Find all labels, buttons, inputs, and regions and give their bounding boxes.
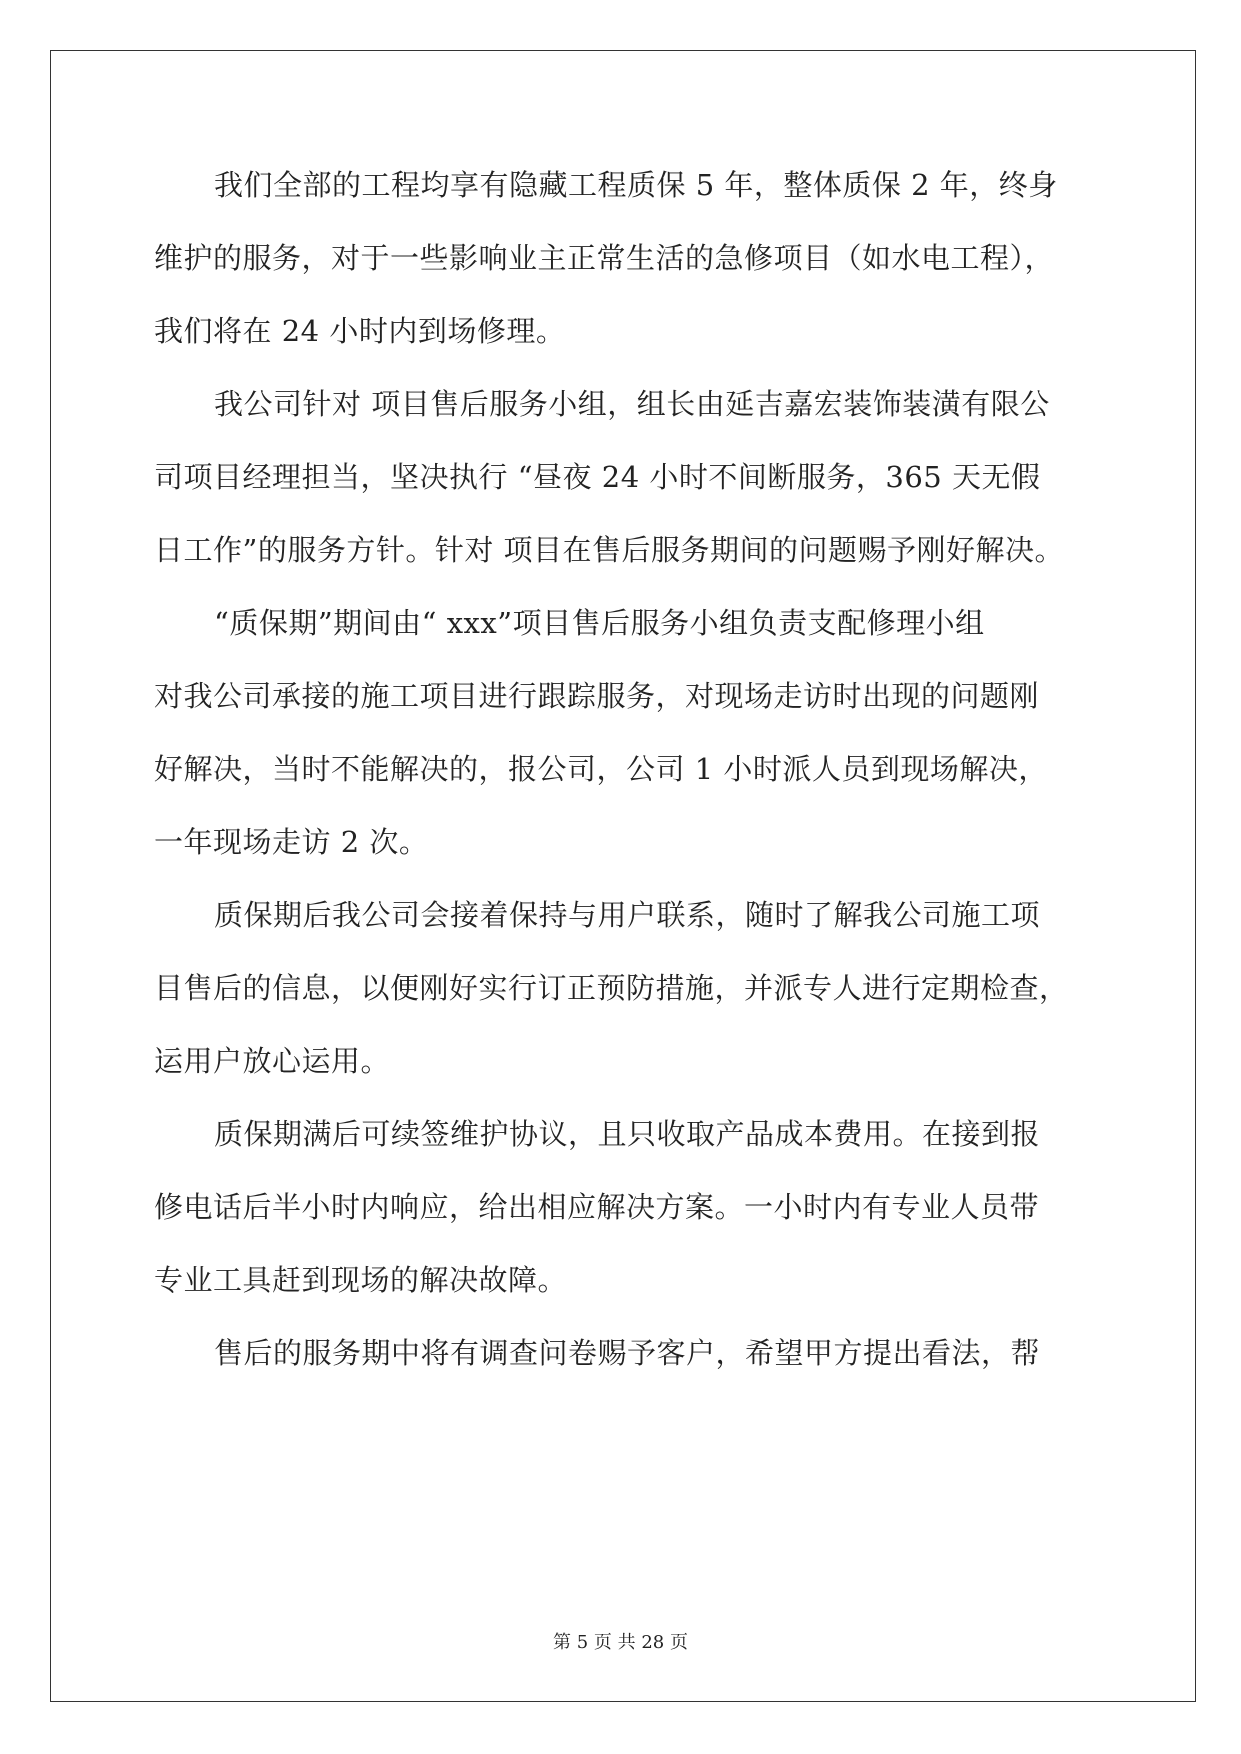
paragraph-3-line-1: “质保期”期间由“ xxx”项目售后服务小组负责支配修理小组 xyxy=(214,606,985,640)
paragraph-1-line-2: 维护的服务，对于一些影响业主正常生活的急修项目（如水电工程）， xyxy=(154,241,1055,275)
paragraph-3-line-2: 对我公司承接的施工项目进行跟踪服务，对现场走访时出现的问题刚 xyxy=(154,679,1040,713)
paragraph-5-line-3: 专业工具赶到现场的解决故障。 xyxy=(154,1263,568,1297)
page-border xyxy=(50,50,1196,1702)
paragraph-6-line-1: 售后的服务期中将有调查问卷赐予客户，希望甲方提出看法，帮 xyxy=(214,1336,1041,1370)
paragraph-1-line-1: 我们全部的工程均享有隐藏工程质保 5 年，整体质保 2 年，终身 xyxy=(214,168,1058,202)
paragraph-3-line-4: 一年现场走访 2 次。 xyxy=(154,825,429,859)
paragraph-5-line-1: 质保期满后可续签维护协议，且只收取产品成本费用。在接到报 xyxy=(214,1117,1041,1151)
paragraph-4-line-2: 目售后的信息，以便刚好实行订正预防措施，并派专人进行定期检查， xyxy=(154,971,1069,1005)
paragraph-2-line-1: 我公司针对 项目售后服务小组，组长由延吉嘉宏装饰装潢有限公 xyxy=(214,387,1050,421)
page-footer: 第 5 页 共 28 页 xyxy=(553,1632,688,1653)
paragraph-3-line-3: 好解决，当时不能解决的，报公司，公司 1 小时派人员到现场解决， xyxy=(154,752,1048,786)
paragraph-4-line-3: 运用户放心运用。 xyxy=(154,1044,391,1078)
paragraph-5-line-2: 修电话后半小时内响应，给出相应解决方案。一小时内有专业人员带 xyxy=(154,1190,1040,1224)
paragraph-2-line-3: 日工作”的服务方针。针对 项目在售后服务期间的问题赐予刚好解决。 xyxy=(154,533,1065,567)
paragraph-4-line-1: 质保期后我公司会接着保持与用户联系，随时了解我公司施工项 xyxy=(214,898,1041,932)
paragraph-2-line-2: 司项目经理担当，坚决执行 “昼夜 24 小时不间断服务，365 天无假 xyxy=(154,460,1041,494)
paragraph-1-line-3: 我们将在 24 小时内到场修理。 xyxy=(154,314,566,348)
